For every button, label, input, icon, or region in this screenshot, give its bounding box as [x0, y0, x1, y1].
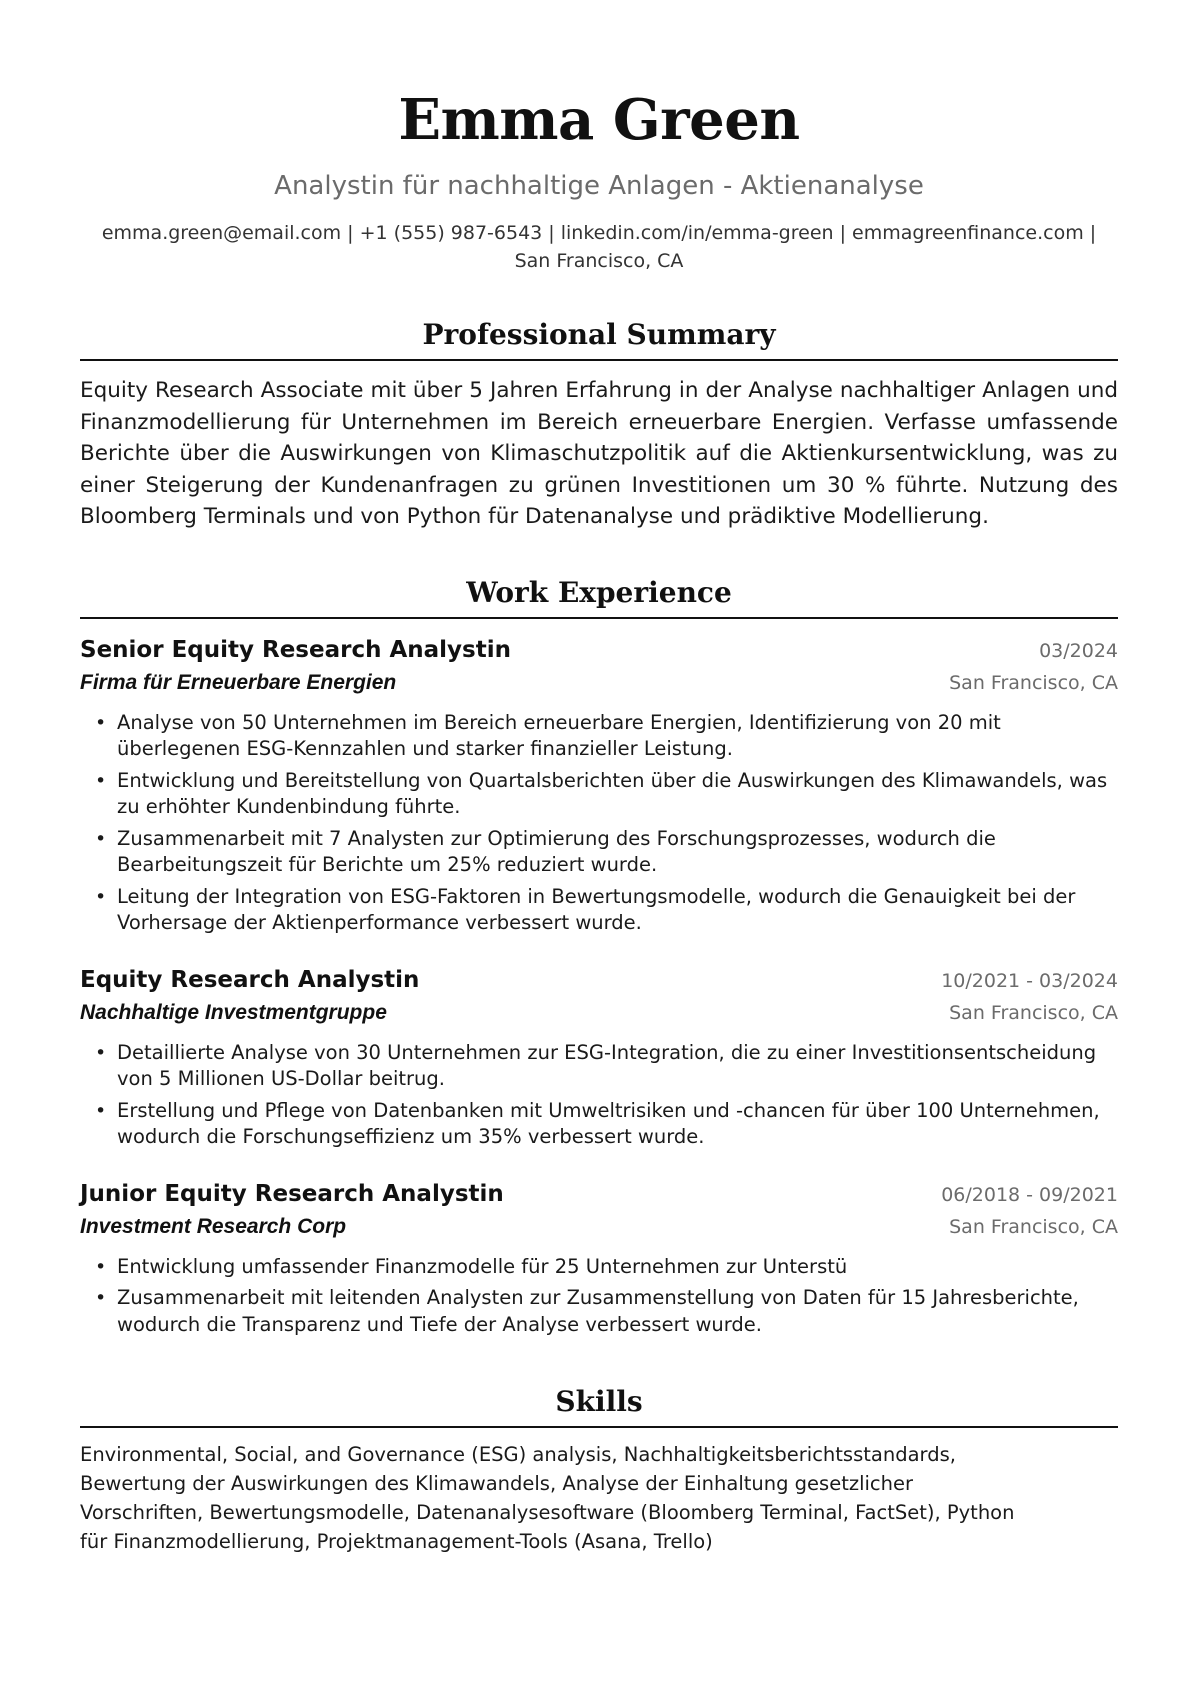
job-bullet-item [80, 884, 1118, 937]
bullet-icon: • [95, 1099, 107, 1122]
job-title: Equity Research Analystin [80, 966, 420, 993]
job-bullets [80, 710, 1118, 937]
job-location: San Francisco, CA [949, 1215, 1118, 1238]
resume-subtitle: Analystin für nachhaltige Anlagen - Aktienanalyse [274, 171, 924, 201]
job-dates: 06/2018 - 09/2021 [941, 1183, 1118, 1206]
job-bullets [80, 1254, 1118, 1339]
job-entry [80, 965, 1118, 1151]
job-bullet-item [80, 768, 1118, 821]
job-dates: 03/2024 [1039, 639, 1118, 662]
bullet-icon: • [95, 1287, 107, 1309]
summary-text: Equity Research Associate mit über 5 Jahren Erfahrung in der Analyse nachhaltiger Anlagen und Finanzmodellierung für Unternehmen im Bereich erneuerbare Energien. Verfasse umfassende Berichte über die Auswirkungen von Klimaschutzpolitik auf die Aktienkursentwicklung, was zu einer Steigerung der Kundenanfragen zu grünen Investitionen um 30 % führte. Nutzung des Bloomberg Terminals und von Python für Datenanalyse und prädiktive Modellierung. [80, 378, 1118, 529]
resume-page [80, 0, 1118, 1556]
bullet-icon: • [95, 1041, 107, 1064]
job-bullet-item [80, 1098, 1118, 1151]
job-bullet-text: Entwicklung umfassender Finanzmodelle für 25 Unternehmen zur Unterstü [117, 1254, 848, 1278]
job-title: Senior Equity Research Analystin [80, 636, 511, 663]
job-bullet-text: Analyse von 50 Unternehmen im Bereich erneuerbare Energien, Identifizierung von 20 mit überlegenen ESG-Kennzahlen und starker finanzieller Leistung. [117, 710, 1001, 760]
bullet-icon: • [95, 769, 107, 792]
job-entry [80, 1179, 1118, 1339]
section-title-skills: Skills [80, 1384, 1118, 1428]
job-company: Firma für Erneuerbare Energien [80, 670, 397, 694]
job-location: San Francisco, CA [949, 1001, 1118, 1024]
job-bullet-item [80, 1285, 1118, 1338]
bullet-icon: • [95, 827, 107, 850]
contact-line: emma.green@email.com | +1 (555) 987-6543 | linkedin.com/in/emma-green | emmagreenfinance.com | San Francisco, CA [101, 222, 1097, 272]
section-title-work-experience: Work Experience [80, 575, 1118, 619]
job-company: Investment Research Corp [80, 1214, 347, 1238]
job-location: San Francisco, CA [949, 671, 1118, 694]
job-bullet-item [80, 710, 1118, 763]
job-dates: 10/2021 - 03/2024 [941, 969, 1118, 992]
job-bullet-item [80, 1040, 1118, 1093]
job-bullets [80, 1040, 1118, 1151]
job-entry [80, 635, 1118, 937]
job-bullet-item [80, 826, 1118, 879]
job-bullet-text: Entwicklung und Bereitstellung von Quartalsberichten über die Auswirkungen des Klimawandels, was zu erhöhter Kundenbindung führte. [117, 768, 1108, 818]
bullet-icon: • [95, 885, 107, 908]
resume-name: Emma Green [398, 87, 800, 153]
job-bullet-text: Detaillierte Analyse von 30 Unternehmen zur ESG-Integration, die zu einer Investitionsentscheidung von 5 Millionen US-Dollar beitrug. [117, 1040, 1097, 1090]
job-bullet-text: Leitung der Integration von ESG-Faktoren in Bewertungsmodelle, wodurch die Genauigkeit bei der Vorhersage der Aktienperformance verbessert wurde. [117, 884, 1076, 934]
bullet-icon: • [95, 711, 107, 734]
job-bullet-item [80, 1254, 1118, 1281]
job-bullet-text: Zusammenarbeit mit 7 Analysten zur Optimierung des Forschungsprozesses, wodurch die Bearbeitungszeit für Berichte um 25% reduziert wurde. [117, 826, 996, 876]
job-company: Nachhaltige Investmentgruppe [80, 1000, 387, 1024]
job-bullet-text: Erstellung und Pflege von Datenbanken mit Umweltrisiken und -chancen für über 100 Unternehmen, wodurch die Forschungseffizienz um 35% verbessert wurde. [117, 1098, 1100, 1148]
bullet-icon: • [95, 1255, 107, 1278]
section-title-summary: Professional Summary [80, 317, 1118, 361]
job-title: Junior Equity Research Analystin [80, 1180, 504, 1207]
skills-text: Environmental, Social, and Governance (ESG) analysis, Nachhaltigkeitsberichtsstandards, Bewertung der Auswirkungen des Klimawandels, Analyse der Einhaltung gesetzlicher Vorschriften, Bewertungsmodelle, Datenanalysesoftware (Bloomberg Terminal, FactSet), Python für Finanzmodellierung, Projektmanagement-Tools (Asana, Trello) [80, 1443, 1015, 1553]
job-bullet-text: Zusammenarbeit mit leitenden Analysten zur Zusammenstellung von Daten für 15 Jahresberichte, wodurch die Transparenz und Tiefe der Analyse verbessert wurde. [117, 1286, 1079, 1336]
